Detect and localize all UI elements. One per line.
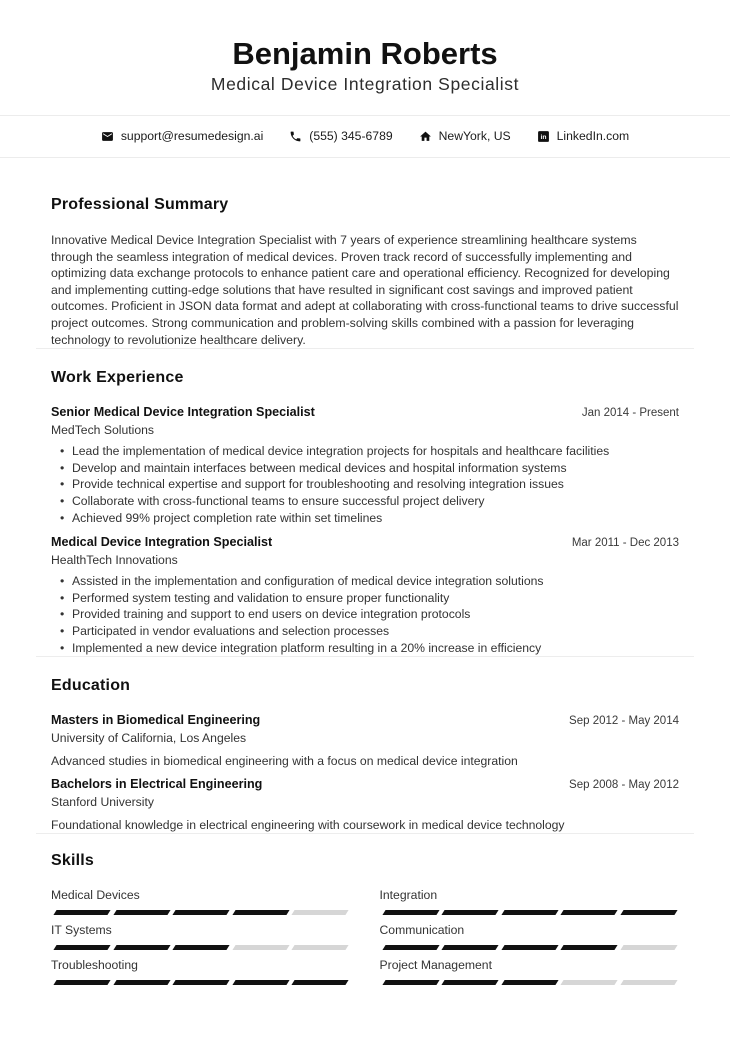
- job-company: HealthTech Innovations: [51, 553, 178, 568]
- degree-dates: Sep 2008 - May 2012: [569, 779, 679, 792]
- degree-school: Stanford University: [51, 795, 154, 810]
- section-divider: [36, 833, 694, 834]
- section-title-work: Work Experience: [51, 369, 184, 387]
- job-title: Medical Device Integration Specialist: [51, 535, 273, 550]
- skill-segment-filled: [53, 980, 110, 985]
- skill-segment-empty: [232, 945, 289, 950]
- job-bullet-list: [51, 443, 679, 526]
- job-bullet: • Achieved 99% project completion rate within set timelines: [51, 510, 679, 527]
- phone-icon: [289, 130, 302, 143]
- candidate-name: Benjamin Roberts: [232, 36, 498, 71]
- skills-column-left: [51, 888, 351, 985]
- skill-name: Troubleshooting: [51, 958, 138, 973]
- degree-dates: Sep 2012 - May 2014: [569, 715, 679, 728]
- candidate-title: Medical Device Integration Specialist: [210, 74, 520, 94]
- skill-segment-filled: [560, 945, 617, 950]
- job-bullet: • Assisted in the implementation and configuration of medical device integration solutions: [51, 573, 679, 590]
- section-divider: [36, 656, 694, 657]
- contact-email[interactable]: [101, 128, 263, 145]
- job-bullet: • Collaborate with cross-functional teams to ensure successful project delivery: [51, 493, 679, 510]
- skills-column-right: [380, 888, 680, 985]
- job-entry: [51, 535, 679, 656]
- skill-segment-empty: [620, 945, 677, 950]
- skill-item: [51, 888, 351, 915]
- job-bullet: • Develop and maintain interfaces between medical devices and hospital information systems: [51, 460, 679, 477]
- job-dates: Mar 2011 - Dec 2013: [571, 537, 679, 550]
- skill-segment-filled: [382, 945, 439, 950]
- contact-bar: [0, 115, 730, 158]
- job-dates: Jan 2014 - Present: [581, 407, 679, 420]
- skill-level-bar: [380, 910, 680, 915]
- job-bullet: • Provided training and support to end users on device integration protocols: [51, 606, 679, 623]
- summary-paragraph: Innovative Medical Device Integration Specialist with 7 years of experience streamlining healthcare systems through the seamless integration of medical devices. Proven track record of successfully implementing and optimizing data exchange protocols to enhance patient care and operational efficiency. Recognized for developing and implementing cutting-edge solutions that have resulted in significant cost savings and improved patient outcomes. Proficient in JSON data format and adept at collaborating with cross-functional teams to drive successful project outcomes. Strong communication and problem-solving skills combined with a passion for leveraging technology to revolutionize healthcare delivery.: [51, 233, 679, 347]
- skill-level-bar: [51, 980, 351, 985]
- resume-page: [0, 36, 730, 985]
- job-bullet: • Provide technical expertise and support for troubleshooting and resolving integration issues: [51, 476, 679, 493]
- contact-phone[interactable]: [289, 128, 392, 145]
- skill-segment-filled: [172, 910, 229, 915]
- skill-item: [51, 958, 351, 985]
- skill-segment-empty: [291, 910, 348, 915]
- skills-grid: [51, 888, 679, 985]
- skill-name: Medical Devices: [51, 888, 140, 903]
- degree-title: Bachelors in Electrical Engineering: [51, 777, 263, 792]
- job-bullet-list: [51, 573, 679, 656]
- contact-phone-text: (555) 345-6789: [309, 129, 393, 143]
- skill-segment-filled: [501, 945, 558, 950]
- skill-name: Project Management: [379, 958, 492, 973]
- skill-segment-filled: [382, 980, 439, 985]
- skill-segment-filled: [232, 910, 289, 915]
- education-entry: [51, 713, 679, 769]
- skill-item: [380, 923, 680, 950]
- contact-linkedin[interactable]: [537, 128, 630, 145]
- skill-segment-empty: [291, 945, 348, 950]
- skill-segment-filled: [53, 945, 110, 950]
- job-bullet: • Implemented a new device integration platform resulting in a 20% increase in efficiency: [51, 640, 679, 657]
- skill-level-bar: [380, 945, 680, 950]
- contact-location-text: NewYork, US: [438, 129, 511, 143]
- skill-name: Integration: [379, 888, 438, 903]
- degree-title: Masters in Biomedical Engineering: [51, 713, 261, 728]
- skill-segment-filled: [441, 980, 498, 985]
- skill-segment-filled: [501, 910, 558, 915]
- skill-item: [51, 923, 351, 950]
- skill-name: Communication: [379, 923, 465, 938]
- skill-segment-filled: [441, 910, 498, 915]
- section-divider: [36, 348, 694, 349]
- degree-description: Advanced studies in biomedical engineering with a focus on medical device integration: [51, 754, 518, 769]
- job-bullet: • Participated in vendor evaluations and selection processes: [51, 623, 679, 640]
- skill-segment-filled: [172, 945, 229, 950]
- skill-level-bar: [380, 980, 680, 985]
- skill-segment-filled: [113, 980, 170, 985]
- job-company: MedTech Solutions: [51, 423, 154, 438]
- education-entry: [51, 777, 679, 833]
- skill-segment-filled: [53, 910, 110, 915]
- job-bullet: • Lead the implementation of medical device integration projects for hospitals and healthcare facilities: [51, 443, 679, 460]
- degree-school: University of California, Los Angeles: [51, 731, 247, 746]
- skill-segment-filled: [172, 980, 229, 985]
- contact-location: [419, 128, 511, 145]
- job-title: Senior Medical Device Integration Specialist: [51, 405, 315, 420]
- section-title-education: Education: [51, 677, 131, 695]
- skill-item: [380, 888, 680, 915]
- job-entry: [51, 405, 679, 526]
- skill-segment-empty: [620, 980, 677, 985]
- section-title-skills: Skills: [51, 852, 95, 870]
- skill-segment-filled: [501, 980, 558, 985]
- skill-segment-filled: [291, 980, 348, 985]
- svg-text:in: in: [540, 134, 547, 142]
- skill-segment-filled: [441, 945, 498, 950]
- skill-level-bar: [51, 910, 351, 915]
- linkedin-icon: [537, 130, 550, 143]
- skill-segment-empty: [560, 980, 617, 985]
- skill-segment-filled: [560, 910, 617, 915]
- job-bullet: • Performed system testing and validation to ensure proper functionality: [51, 590, 679, 607]
- skill-segment-filled: [113, 945, 170, 950]
- skill-segment-filled: [620, 910, 677, 915]
- contact-linkedin-text: LinkedIn.com: [556, 129, 630, 143]
- degree-description: Foundational knowledge in electrical engineering with coursework in medical device technology: [51, 818, 565, 833]
- section-title-summary: Professional Summary: [51, 196, 229, 213]
- contact-email-text: support@resumedesign.ai: [120, 129, 264, 143]
- home-icon: [419, 130, 432, 143]
- skill-name: IT Systems: [51, 923, 112, 938]
- skill-segment-filled: [232, 980, 289, 985]
- skill-item: [380, 958, 680, 985]
- skill-segment-filled: [382, 910, 439, 915]
- skill-level-bar: [51, 945, 351, 950]
- email-icon: [101, 130, 114, 143]
- skill-segment-filled: [113, 910, 170, 915]
